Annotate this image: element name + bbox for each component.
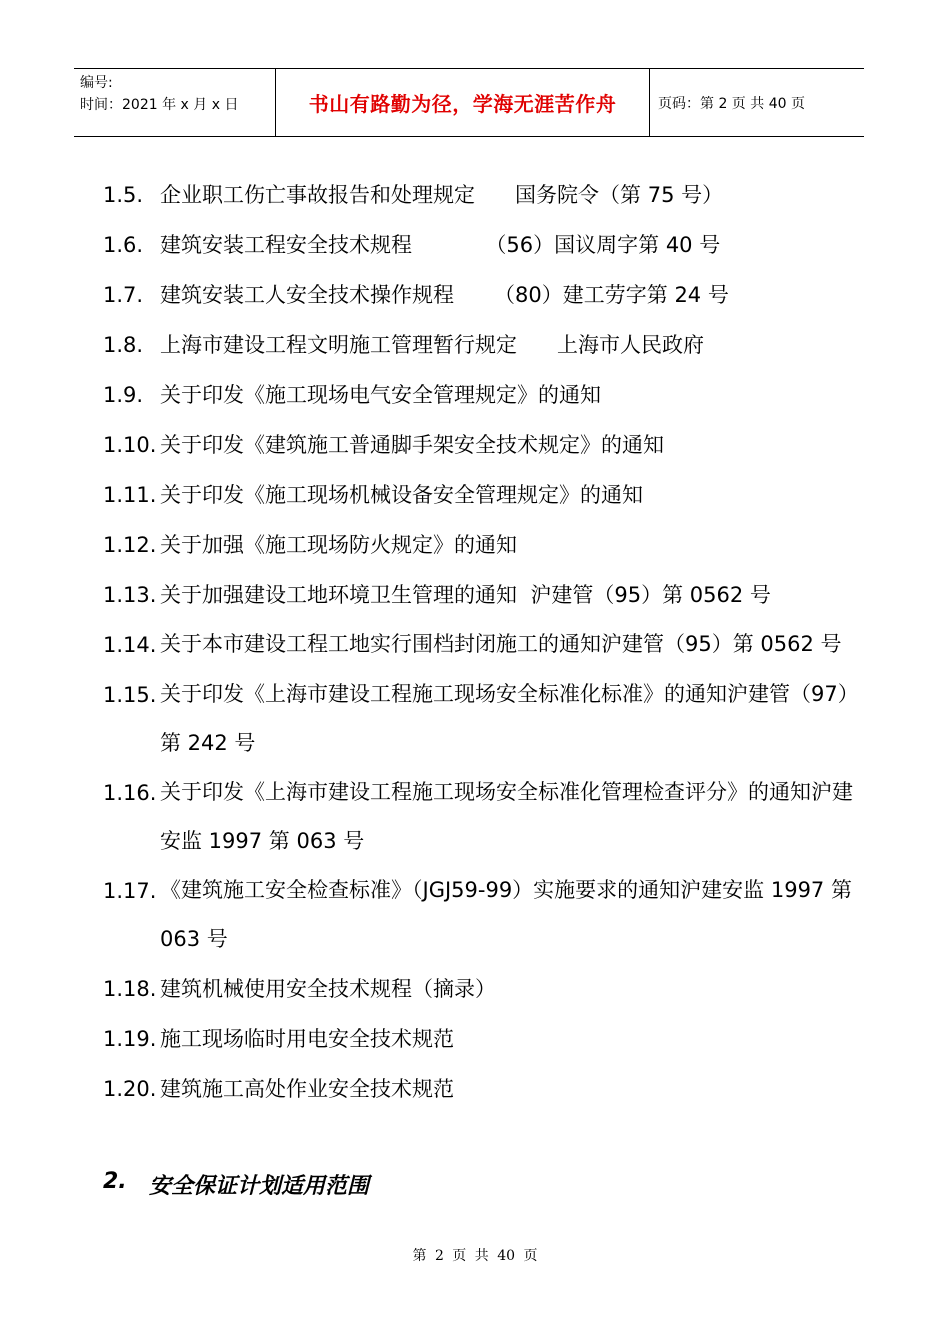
item-text: 建筑安装工程安全技术规程 （56）国议周字第 40 号: [160, 233, 721, 257]
list-item: [103, 470, 863, 520]
list-item: [103, 520, 863, 570]
item-text: 关于印发《施工现场电气安全管理规定》的通知: [160, 383, 601, 407]
item-text: 关于印发《施工现场机械设备安全管理规定》的通知: [160, 483, 643, 507]
item-number: 1.17.: [103, 879, 157, 903]
section-number: 2.: [103, 1169, 127, 1194]
list-item: [103, 670, 863, 768]
item-text: 关于加强《施工现场防火规定》的通知: [160, 533, 517, 557]
item-number: 1.5.: [103, 183, 144, 207]
header-motto: 书山有路勤为径，学海无涯苦作舟: [308, 92, 617, 116]
item-number: 1.8.: [103, 333, 144, 357]
item-text: 建筑安装工人安全技术操作规程 （80）建工劳字第 24 号: [160, 283, 729, 307]
list-item: [103, 866, 863, 964]
item-text: 关于印发《建筑施工普通脚手架安全技术规定》的通知: [160, 433, 664, 457]
item-text: 建筑施工高处作业安全技术规范: [160, 1077, 454, 1101]
header-page-info-cell: [650, 69, 864, 136]
regulation-list: [103, 170, 863, 1114]
item-number: 1.7.: [103, 283, 144, 307]
item-text: 《建筑施工安全检查标准》（JGJ59-99）实施要求的通知沪建安监 1997 第 063 号: [160, 878, 852, 951]
header-motto-cell: [276, 69, 650, 136]
header-page-info: 页码：第 2 页 共 40 页: [658, 95, 805, 112]
list-item: [103, 768, 863, 866]
item-text: 建筑机械使用安全技术规程（摘录）: [160, 977, 496, 1001]
serial-label: 编号:: [80, 75, 113, 91]
item-text: 关于本市建设工程工地实行围档封闭施工的通知沪建管（95）第 0562 号: [160, 632, 842, 656]
item-number: 1.13.: [103, 583, 157, 607]
item-number: 1.11.: [103, 483, 157, 507]
list-item: [103, 220, 863, 270]
item-number: 1.16.: [103, 781, 157, 805]
list-item: [103, 320, 863, 370]
item-text: 关于印发《上海市建设工程施工现场安全标准化管理检查评分》的通知沪建安监 1997 第 063 号: [160, 780, 853, 853]
page-header: [74, 68, 864, 137]
item-number: 1.9.: [103, 383, 144, 407]
item-number: 1.18.: [103, 977, 157, 1001]
header-meta: [74, 69, 276, 136]
list-item: [103, 620, 863, 670]
list-item: [103, 570, 863, 620]
time-label: 时间：2021 年 x 月 x 日: [80, 97, 239, 113]
item-text: 施工现场临时用电安全技术规范: [160, 1027, 454, 1051]
item-text: 关于印发《上海市建设工程施工现场安全标准化标准》的通知沪建管（97）第 242 号: [160, 682, 859, 755]
item-number: 1.14.: [103, 633, 157, 657]
list-item: [103, 1064, 863, 1114]
item-text: 上海市建设工程文明施工管理暂行规定 上海市人民政府: [160, 333, 705, 357]
list-item: [103, 1014, 863, 1064]
list-item: [103, 964, 863, 1014]
item-text: 企业职工伤亡事故报告和处理规定 国务院令（第 75 号）: [160, 183, 724, 207]
list-item: [103, 170, 863, 220]
item-number: 1.6.: [103, 233, 144, 257]
item-number: 1.10.: [103, 433, 157, 457]
section-title: 安全保证计划适用范围: [149, 1174, 370, 1199]
list-item: [103, 270, 863, 320]
list-item: [103, 370, 863, 420]
list-item: [103, 420, 863, 470]
item-number: 1.20.: [103, 1077, 157, 1101]
section-heading: [103, 1169, 369, 1200]
item-number: 1.12.: [103, 533, 157, 557]
item-text: 关于加强建设工地环境卫生管理的通知 沪建管（95）第 0562 号: [160, 583, 771, 607]
page-footer: 第 2 页 共 40 页: [412, 1248, 538, 1264]
item-number: 1.15.: [103, 683, 157, 707]
item-number: 1.19.: [103, 1027, 157, 1051]
